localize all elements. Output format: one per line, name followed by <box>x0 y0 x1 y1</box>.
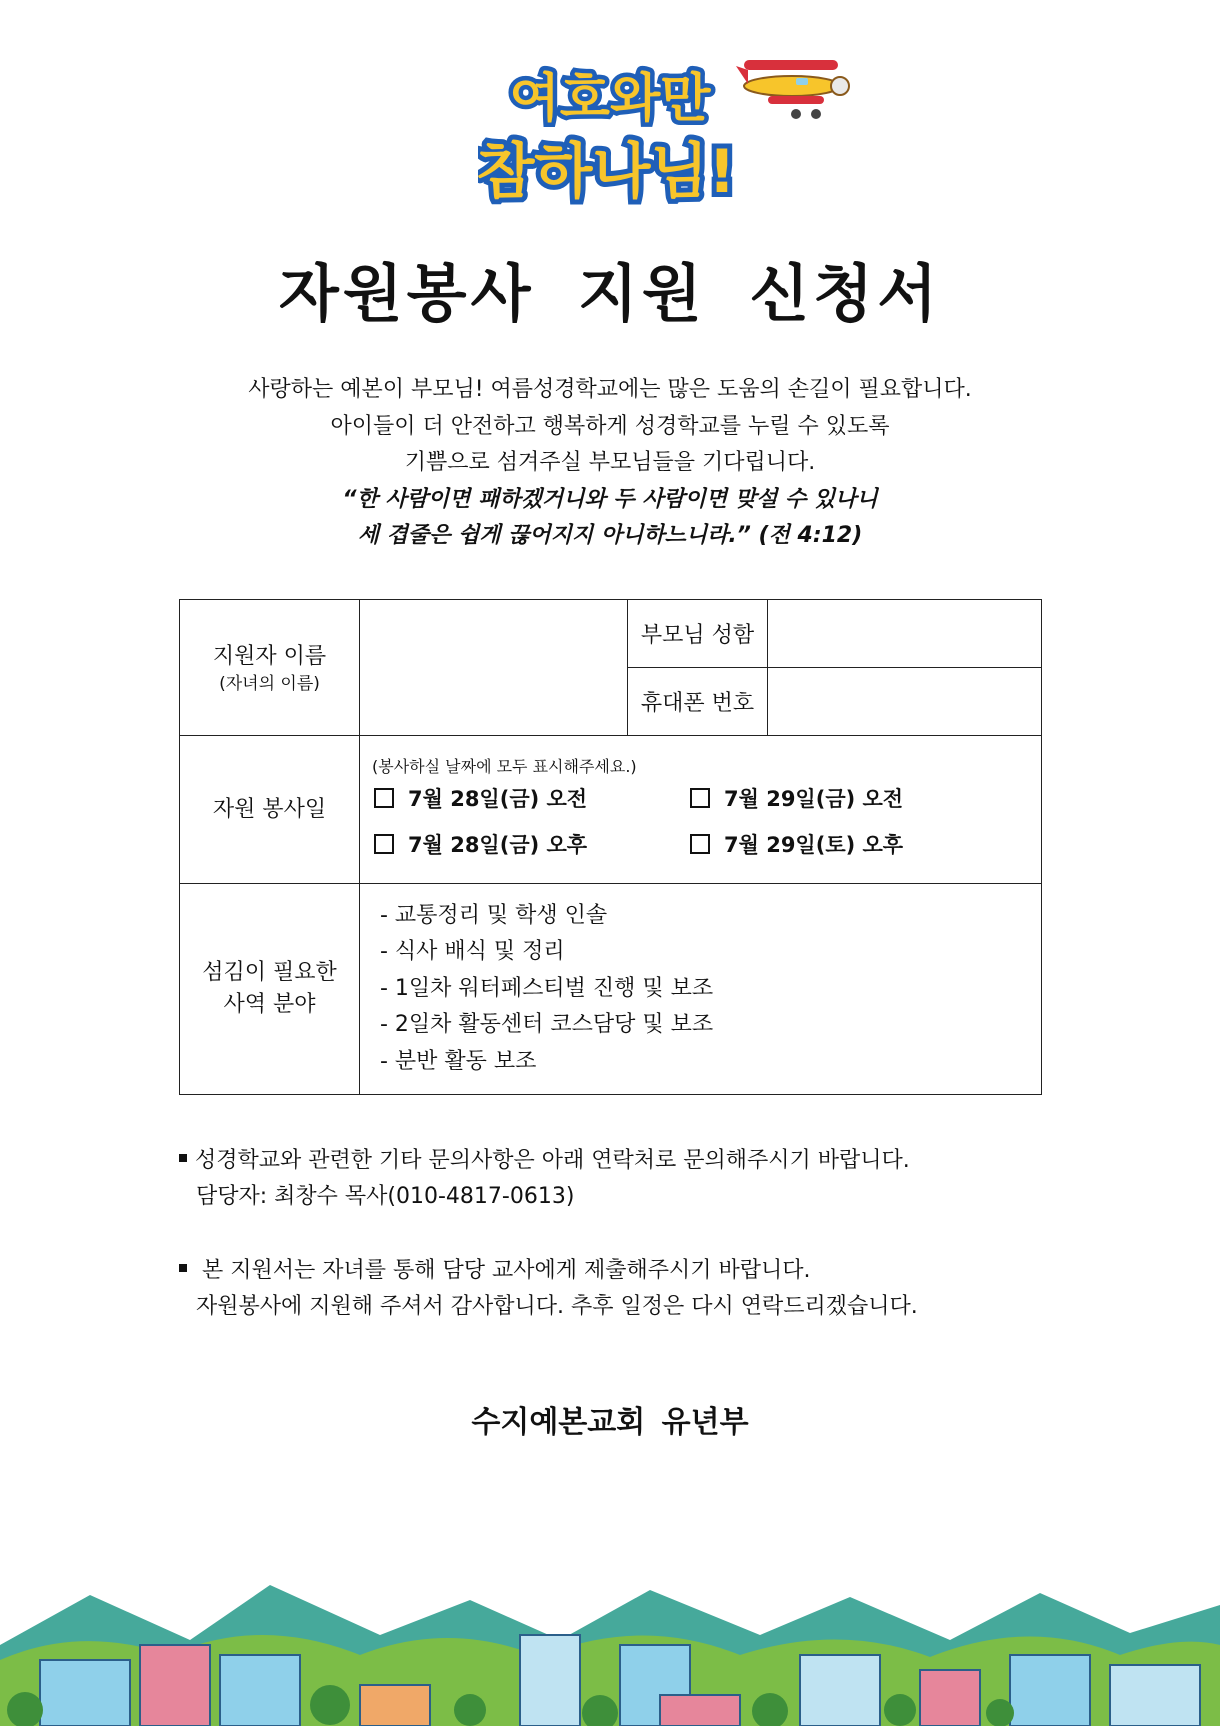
date-option-label: 7월 28일(금) 오전 <box>408 787 588 811</box>
inquiry-notice <box>179 1143 910 1215</box>
logo-line-2: 참하나님! <box>478 137 736 207</box>
date-option-label: 7월 28일(금) 오후 <box>408 833 588 857</box>
notice-line: 본 지원서는 자녀를 통해 담당 교사에게 제출해주시기 바랍니다. <box>195 1258 811 1283</box>
applicant-name-sublabel: (자녀의 이름) <box>219 673 320 694</box>
dates-instruction: (봉사하실 날짜에 모두 표시해주세요.) <box>372 757 637 776</box>
list-item: - 분반 활동 보조 <box>380 1048 537 1074</box>
date-option-label: 7월 29일(금) 오전 <box>724 787 904 811</box>
airplane-icon <box>736 60 849 119</box>
bible-verse-line: 세 겹줄은 쉽게 끊어지지 아니하느니라.” (전 4:12) <box>357 523 863 548</box>
date-option[interactable] <box>688 829 1008 859</box>
date-options <box>372 783 1041 859</box>
intro-text <box>0 372 1220 555</box>
city-illustration <box>0 1585 1220 1726</box>
submission-notice <box>179 1253 918 1325</box>
volunteer-dates-cell <box>360 736 1042 884</box>
applicant-name-field[interactable] <box>360 600 628 736</box>
bible-verse-line: “한 사람이면 패하겠거니와 두 사람이면 맞설 수 있나니 <box>342 486 878 512</box>
checkbox-icon[interactable] <box>374 788 394 808</box>
applicant-name-label <box>180 600 360 736</box>
date-option[interactable] <box>372 783 688 813</box>
logo-text <box>478 69 736 207</box>
service-areas-list <box>360 884 1042 1095</box>
service-areas-label <box>180 884 360 1095</box>
square-bullet-icon <box>179 1264 187 1272</box>
application-form <box>179 599 1042 1095</box>
checkbox-icon[interactable] <box>374 834 394 854</box>
checkbox-icon[interactable] <box>690 834 710 854</box>
notice-line: 자원봉사에 지원해 주셔서 감사합니다. 추후 일정은 다시 연락드리겠습니다. <box>196 1294 918 1319</box>
intro-line: 사랑하는 예본이 부모님! 여름성경학교에는 많은 도움의 손길이 필요합니다. <box>248 377 972 402</box>
service-areas-label-line: 섬김이 필요한 <box>202 960 337 985</box>
phone-label: 휴대폰 번호 <box>628 668 768 736</box>
service-areas-label-line: 사역 분야 <box>223 992 316 1017</box>
page-title: 자원봉사 지원 신청서 <box>278 257 942 330</box>
intro-line: 기쁨으로 섬겨주실 부모님들을 기다립니다. <box>404 450 816 475</box>
list-item: - 2일차 활동센터 코스담당 및 보조 <box>380 1012 714 1038</box>
date-option[interactable] <box>688 783 1008 813</box>
list-item: - 식사 배식 및 정리 <box>380 939 565 965</box>
applicant-name-label-text: 지원자 이름 <box>212 643 327 669</box>
intro-line: 아이들이 더 안전하고 행복하게 성경학교를 누릴 수 있도록 <box>330 413 890 439</box>
list-item: - 1일차 워터페스티벌 진행 및 보조 <box>380 975 714 1001</box>
date-option[interactable] <box>372 829 688 859</box>
checkbox-icon[interactable] <box>690 788 710 808</box>
notice-line: 담당자: 최창수 목사(010-4817-0613) <box>196 1184 575 1209</box>
square-bullet-icon <box>179 1154 187 1162</box>
date-option-label: 7월 29일(토) 오후 <box>724 833 904 857</box>
volunteer-dates-label: 자원 봉사일 <box>180 736 360 884</box>
parent-name-field[interactable] <box>768 600 1042 668</box>
event-logo <box>478 44 858 210</box>
parent-name-label: 부모님 성함 <box>628 600 768 668</box>
organization-name: 수지예본교회 유년부 <box>471 1405 749 1440</box>
phone-field[interactable] <box>768 668 1042 736</box>
list-item: - 교통정리 및 학생 인솔 <box>380 902 608 928</box>
logo-line-1: 여호와만 <box>509 69 711 129</box>
notice-line: 성경학교와 관련한 기타 문의사항은 아래 연락처로 문의해주시기 바랍니다. <box>195 1148 910 1173</box>
